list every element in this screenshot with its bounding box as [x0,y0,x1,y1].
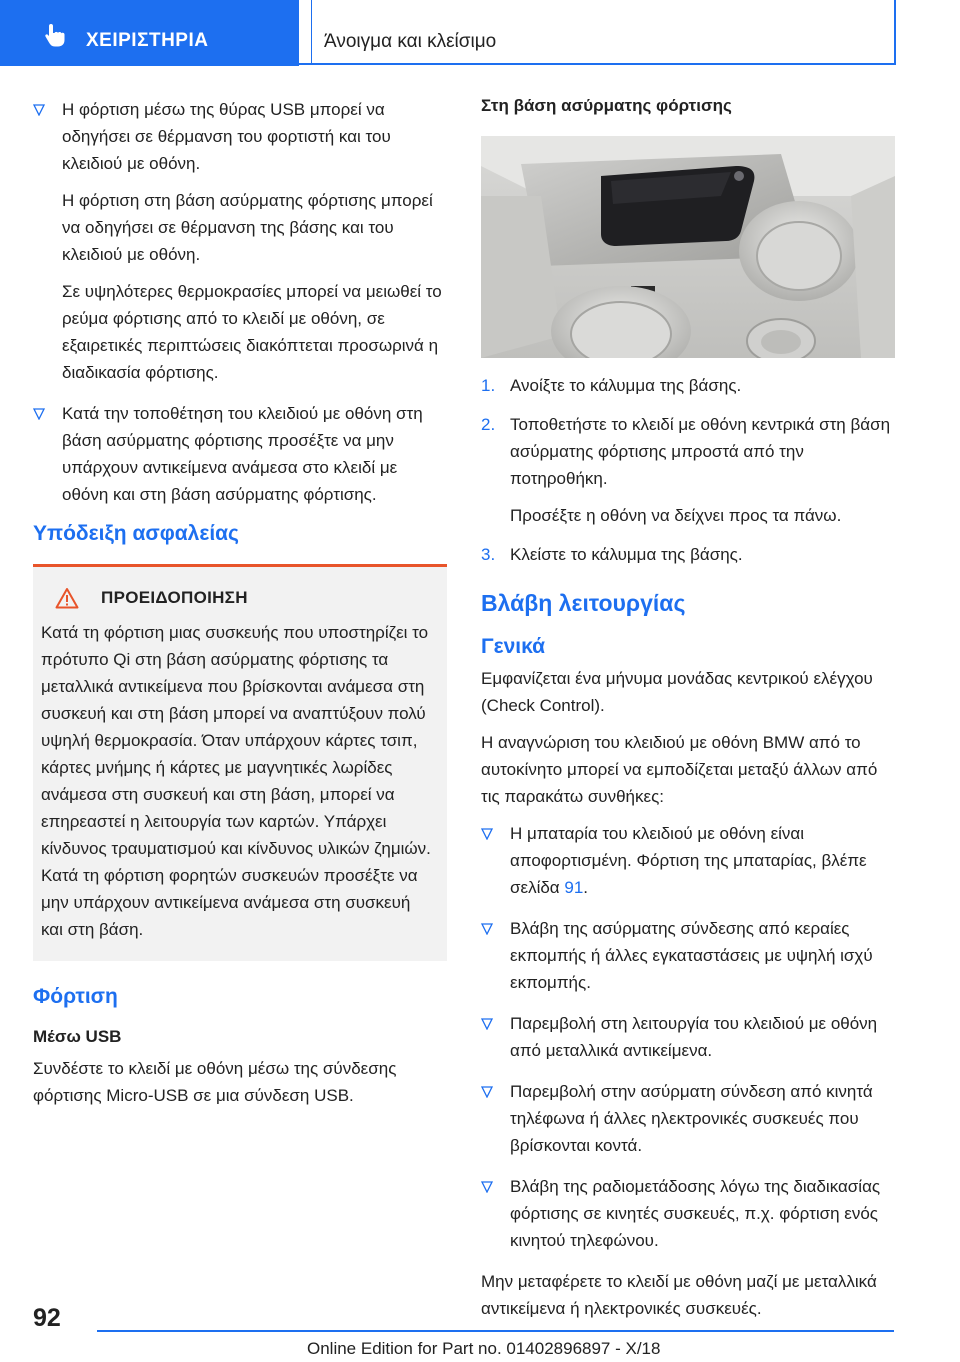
bullet-triangle-icon [33,104,45,116]
safety-heading: Υπόδειξη ασφαλείας [33,522,239,545]
header-divider [311,0,312,64]
bullet-triangle-icon [33,408,45,420]
paragraph: Μην μεταφέρετε το κλειδί με οθόνη μαζί με μεταλλικά αντικείμενα ή ηλεκτρονικές συσκευές. [481,1272,877,1318]
warning-triangle-icon [55,587,79,609]
paragraph: Η αναγνώριση του κλειδιού με οθόνη BMW από το αυτοκίνητο μπορεί να εμποδίζεται μεταξύ άλλων από τις παρακάτω συνθήκες: [481,733,878,806]
section-label: ΧΕΙΡΙΣΤΗΡΙΑ [86,30,209,51]
step-number: 2. [481,415,496,434]
header-border [894,0,896,64]
edition-text: Online Edition for Part no. 01402896897 - X/18 [307,1339,661,1358]
usb-heading: Μέσω USB [33,1027,122,1046]
paragraph: Βλάβη της ραδιομετάδοσης λόγω της διαδικασίας φόρτισης σε κινητές συσκευές, π.χ. φόρτιση ενός κινητού τηλεφώνου. [510,1177,881,1250]
page-number: 92 [33,1304,61,1332]
paragraph: Συνδέστε το κλειδί με οθόνη μέσω της σύνδεσης φόρτισης Micro-USB σε μια σύνδεση USB. [33,1059,397,1105]
list-item [33,96,447,386]
warning-text: Κατά τη φόρτιση μιας συσκευής που υποστηρίζει το πρότυπο Qi στη βάση ασύρματης φόρτισης τα μεταλλικά αντικείμενα που βρίσκονται ανάμεσα στη συσκευή και στη βάση μπορεί να αναπτύξουν πολύ υψηλή θερμοκρασία. Όταν υπάρχουν κάρτες τσιπ, κάρτες μνήμης ή κάρτες με μαγνητικές λωρίδες ανάμεσα στη συσκευή και στη βάση, μπορεί να επηρεαστεί η λειτουργία των καρτών. Υπάρχει κίνδυνος τραυματισμού και κίνδυνος υλικών ζημιών. Κατά τη φόρτιση φορητών συσκευών προσέξτε να μην υπάρχουν αντικείμενα ανάμεσα στη συσκευή και στη βάση. [41,623,431,939]
list-item [481,1173,895,1254]
pointing-hand-icon [42,22,68,48]
paragraph: Βλάβη της ασύρματης σύνδεσης από κεραίες εκπομπής ή άλλες εγκαταστάσεις με υψηλή ισχύ εκπομπής. [510,919,873,992]
step-number: 3. [481,545,496,564]
paragraph: Τοποθετήστε το κλειδί με οθόνη κεντρικά στη βάση ασύρματης φόρτισης μπροστά από την ποτηροθήκη. [510,415,891,488]
list-item [481,411,895,529]
warning-header [41,587,433,609]
page-link[interactable]: 91 [564,878,584,897]
paragraph: Εμφανίζεται ένα μήνυμα μονάδας κεντρικού ελέγχου (Check Control). [481,669,873,715]
bullet-triangle-icon [481,1181,493,1193]
punctuation: . [583,878,589,897]
list-item [481,1010,895,1064]
list-item [481,820,895,901]
footer-rule [97,1330,894,1332]
list-item [481,372,895,399]
warning-box [33,564,447,961]
header-rule [299,63,896,65]
paragraph: Ανοίξτε το κάλυμμα της βάσης. [510,376,742,395]
charging-heading: Φόρτιση [33,985,118,1008]
bullet-triangle-icon [481,1086,493,1098]
step-number: 1. [481,376,496,395]
general-heading: Γενικά [481,635,546,658]
bullet-triangle-icon [481,1018,493,1030]
wireless-heading: Στη βάση ασύρματης φόρτισης [481,96,732,115]
condition-text: Η μπαταρία του κλειδιού με οθόνη είναι αποφορτισμένη. Φόρτιση της μπαταρίας, βλέπε σελίδα [510,824,867,897]
malfunction-heading: Βλάβη λειτουργίας [481,590,686,616]
warning-title: ΠΡΟΕΙΔΟΠΟΙΗΣΗ [101,588,248,607]
paragraph: Σε υψηλότερες θερμοκρασίες μπορεί να μειωθεί το ρεύμα φόρτισης από το κλειδί με οθόνη, σε εξαιρετικές περιπτώσεις διακόπτεται προσωρινά η διαδικασία φόρτισης. [62,282,442,382]
section-tab[interactable] [0,0,299,66]
paragraph: Προσέξτε η οθόνη να δείχνει προς τα πάνω. [510,506,842,525]
left-column [33,96,447,1119]
list-item [481,1078,895,1159]
paragraph: Κλείστε το κάλυμμα της βάσης. [510,545,743,564]
bullet-triangle-icon [481,828,493,840]
chapter-title: Άνοιγμα και κλείσιμο [324,31,497,52]
list-item [481,915,895,996]
list-item [481,541,895,568]
paragraph: Παρεμβολή στην ασύρματη σύνδεση από κινητά τηλέφωνα ή άλλες ηλεκτρονικές συσκευές που βρίσκονται κοντά. [510,1082,873,1155]
paragraph: Κατά την τοποθέτηση του κλειδιού με οθόνη στη βάση ασύρματης φόρτισης προσέξτε να μην υπάρχουν αντικείμενα ανάμεσα στο κλειδί με οθόνη και στη βάση ασύρματης φόρτισης. [62,404,423,504]
paragraph: Η φόρτιση μέσω της θύρας USB μπορεί να οδηγήσει σε θέρμανση του φορτιστή και του κλειδιού με οθόνη. [62,100,391,173]
page-header [0,0,960,66]
bullet-triangle-icon [481,923,493,935]
paragraph [510,820,895,901]
list-item [33,400,447,508]
wireless-charging-tray-photo [481,136,895,358]
paragraph: Η φόρτιση στη βάση ασύρματης φόρτισης μπορεί να οδηγήσει σε θέρμανση της βάσης και του κλειδιού με οθόνη. [62,191,433,264]
right-column [481,96,895,1332]
paragraph: Παρεμβολή στη λειτουργία του κλειδιού με οθόνη από μεταλλικά αντικείμενα. [510,1014,878,1060]
